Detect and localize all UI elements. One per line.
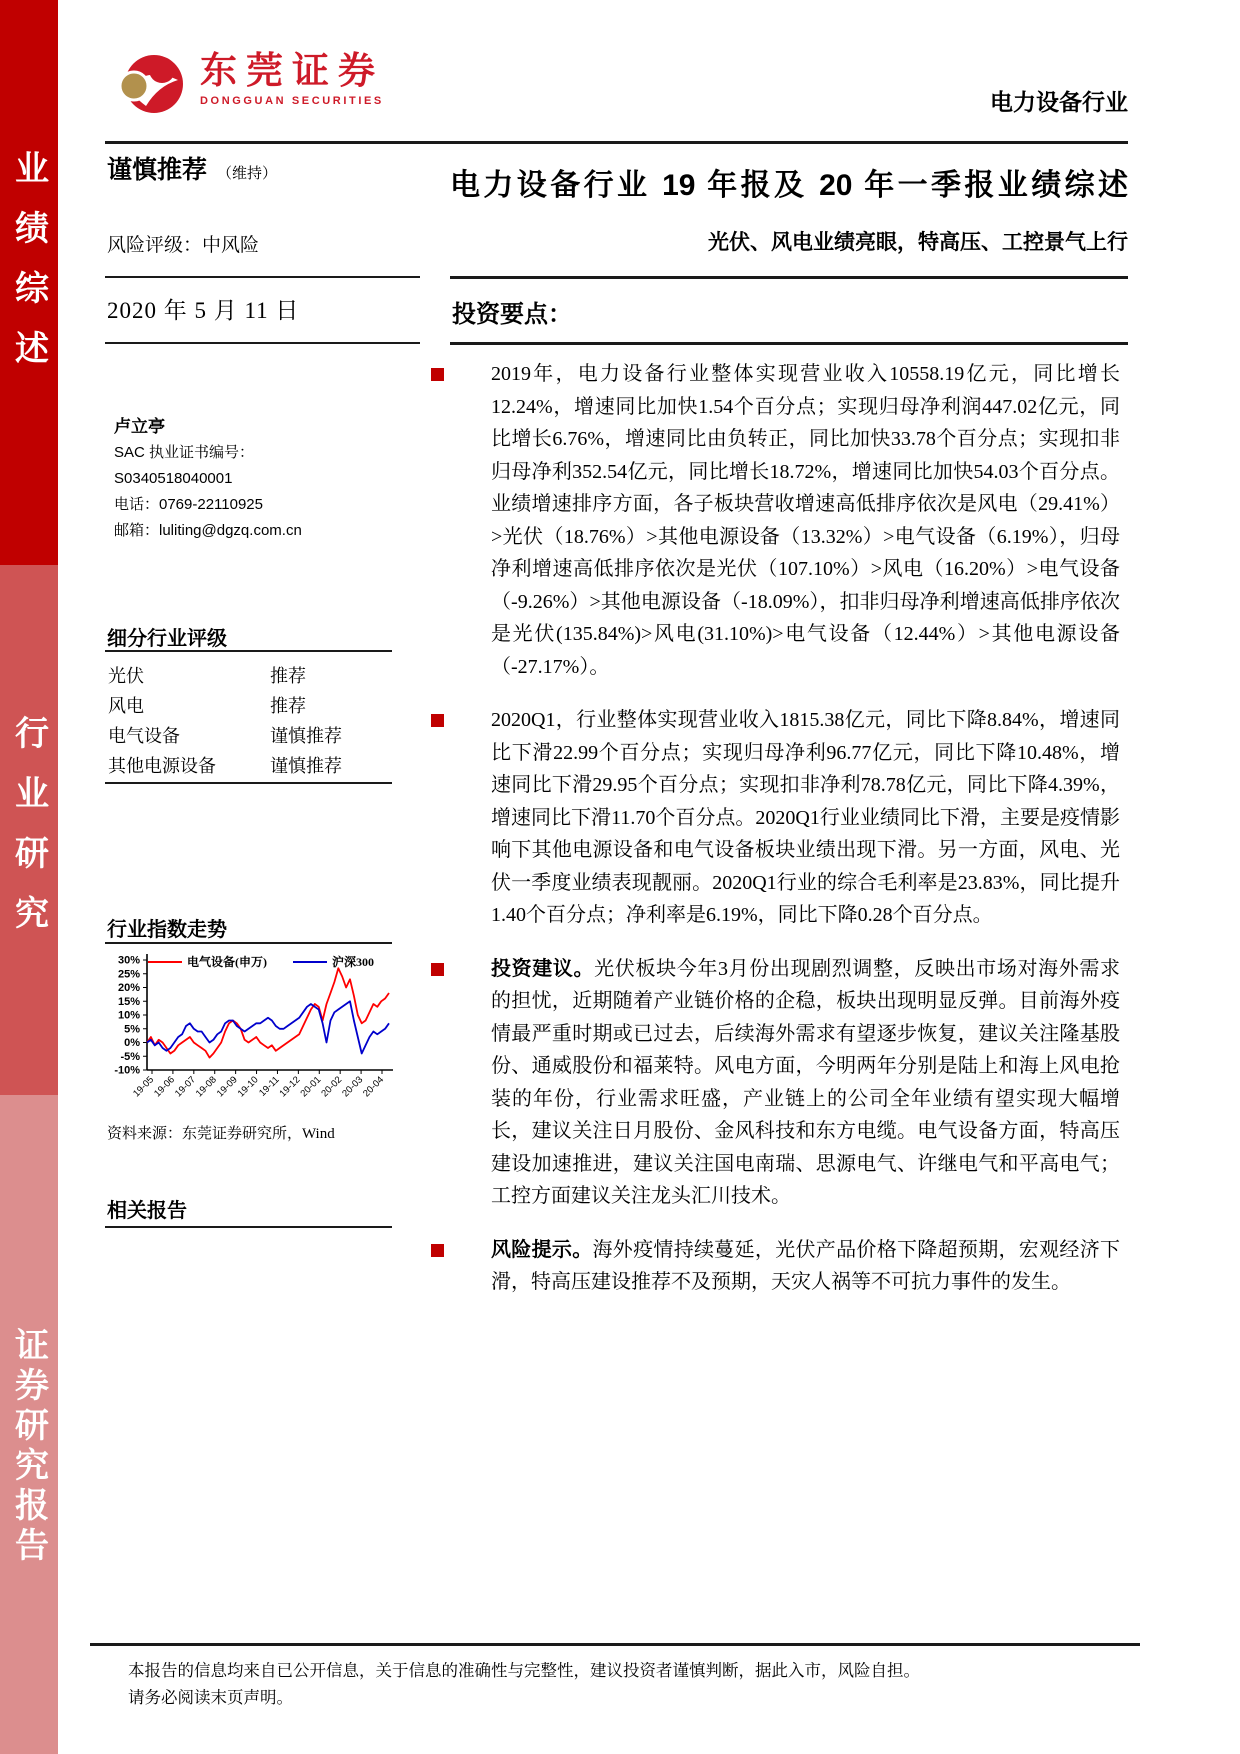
svg-text:0%: 0%: [124, 1037, 140, 1049]
dongguan-securities-logo-icon: [116, 52, 184, 116]
investment-rating: [107, 150, 277, 186]
investment-points: [429, 358, 1128, 1320]
subsector-name: 其他电源设备: [108, 756, 216, 776]
legend-label: 电气设备(申万): [187, 955, 267, 969]
bullet-square-icon: [431, 963, 444, 976]
bullet-square-icon: [431, 368, 444, 381]
subsector-name: 风电: [108, 696, 144, 716]
disclaimer-line2: 请务必阅读末页声明。: [128, 1689, 293, 1707]
subrating-rule: [105, 650, 392, 652]
svg-text:19-12: 19-12: [277, 1074, 303, 1100]
bullet-paragraph: [429, 1234, 1128, 1299]
chart-source: 资料来源：东莞证券研究所，Wind: [107, 1126, 335, 1142]
related-reports-title: 相关报告: [107, 1200, 187, 1222]
svg-text:-5%: -5%: [120, 1050, 140, 1063]
subsector-rating: 谨慎推荐: [270, 756, 342, 776]
svg-text:20%: 20%: [117, 982, 140, 994]
report-subtitle: 光伏、风电业绩亮眼，特高压、工控景气上行: [708, 231, 1128, 254]
bullet-paragraph: [429, 704, 1128, 932]
svg-text:19-10: 19-10: [235, 1074, 261, 1100]
bullet-text: 2020Q1，行业整体实现营业收入1815.38亿元，同比下降8.84%，增速同比下滑22.99个百分点；实现归母净利96.77亿元，同比下降10.48%，增速同比下滑29.95个百分点；实现扣非净利78.78亿元，同比下降4.39%，增速同比下滑11.70个百分点。2020Q1行业业绩同比下滑，主要是疫情影响下其他电源设备和电气设备板块业绩出现下滑。另一方面，风电、光伏一季度业绩表现靓丽。2020Q1行业的综合毛利率是23.83%，同比提升1.40个百分点；净利率是6.19%，同比下降0.28个百分点。: [491, 709, 1120, 926]
subrating-title: 细分行业评级: [107, 628, 227, 650]
disclaimer-line1: 本报告的信息均来自已公开信息，关于信息的准确性与完整性，建议投资者谨慎判断，据此入市，风险自担。: [128, 1662, 920, 1680]
brand-text: [200, 52, 384, 107]
svg-text:10%: 10%: [117, 1009, 140, 1022]
analyst-block: [114, 414, 302, 544]
brand-logo: [116, 52, 384, 116]
svg-text:19-09: 19-09: [214, 1074, 240, 1100]
sidebar-label: 证券研究报告: [9, 1327, 48, 1567]
bullet-text: 投资建议。光伏板块今年3月份出现剧烈调整，反映出市场对海外需求的担忧，近期随着产业链价格的企稳，板块出现明显反弹。目前海外疫情最严重时期或已过去，后续海外需求有望逐步恢复，建议关注隆基股份、通威股份和福莱特。风电方面，今明两年分别是陆上和海上风电抢装的年份，行业需求旺盛，产业链上的公司全年业绩有望实现大幅增长，建议关注日月股份、金风科技和东方电缆。电气设备方面，特高压建设加速推进，建议关注国电南瑞、思源电气、许继电气和平高电气；工控方面建议关注龙头汇川技术。: [491, 957, 1121, 1207]
bullet-text: 风险提示。海外疫情持续蔓延，光伏产品价格下降超预期，宏观经济下滑，特高压建设推荐不及预期，天灾人祸等不可抗力事件的发生。: [491, 1238, 1120, 1293]
bullet-lead: 风险提示。: [491, 1238, 593, 1261]
rating-note: （维持）: [217, 165, 278, 182]
title-rule: [450, 276, 1128, 279]
bullet-paragraph: [429, 358, 1128, 683]
table-row: [108, 690, 390, 720]
svg-text:30%: 30%: [117, 954, 140, 967]
bullet-square-icon: [431, 1244, 444, 1257]
left-rule-1: [105, 276, 420, 278]
svg-text:-10%: -10%: [114, 1064, 140, 1077]
subrating-bottom-rule: [105, 782, 392, 784]
section-rule: [450, 342, 1128, 345]
bullet-lead: 投资建议。: [491, 957, 595, 980]
disclaimer: [128, 1658, 1140, 1712]
sidebar-label: 行业研究: [9, 715, 48, 955]
bullet-square-icon: [431, 714, 444, 727]
analyst-name: 卢立亭: [114, 417, 165, 436]
subsector-rating: 推荐: [270, 696, 306, 716]
table-row: [108, 750, 390, 780]
svg-text:20-02: 20-02: [319, 1074, 345, 1100]
svg-text:15%: 15%: [117, 995, 140, 1008]
subrating-table: [108, 660, 390, 780]
header-rule: [105, 141, 1128, 144]
industry-tag: 电力设备行业: [990, 89, 1128, 115]
brand-name-cn: 东莞证券: [200, 51, 384, 92]
footer-rule: [90, 1643, 1140, 1646]
svg-text:19-07: 19-07: [172, 1074, 198, 1100]
rating-value: 谨慎推荐: [107, 156, 208, 184]
chart-title-rule: [105, 942, 392, 944]
svg-text:19-06: 19-06: [152, 1074, 178, 1100]
chart-title: 行业指数走势: [107, 919, 227, 941]
subsector-rating: 谨慎推荐: [270, 726, 342, 746]
svg-text:19-08: 19-08: [193, 1074, 219, 1100]
legend-label: 沪深300: [332, 955, 375, 969]
sidebar-label: 业绩综述: [9, 150, 48, 390]
left-rule-2: [105, 342, 420, 344]
analyst-cert-no: S0340518040001: [114, 470, 233, 487]
analyst-email: 邮箱：luliting@dgzq.com.cn: [114, 522, 302, 539]
risk-rating: 风险评级：中风险: [107, 235, 260, 256]
sidebar-segment-research-type: [0, 565, 58, 1095]
subsector-rating: 推荐: [270, 666, 306, 686]
sidebar-segment-report-type: [0, 0, 58, 565]
brand-name-en: DONGGUAN SECURITIES: [200, 95, 384, 107]
svg-text:19-11: 19-11: [257, 1074, 282, 1099]
svg-text:5%: 5%: [124, 1023, 140, 1036]
index-trend-chart: [105, 948, 395, 1120]
report-date: 2020 年 5 月 11 日: [107, 298, 300, 323]
bullet-text: 2019年，电力设备行业整体实现营业收入10558.19亿元，同比增长12.24%，增速同比加快1.54个百分点；实现归母净利润447.02亿元，同比增长6.76%，增速同比由负转正，同比加快33.78个百分点；实现扣非归母净利352.54亿元，同比增长18.72%，增速同比加快54.03个百分点。业绩增速排序方面，各子板块营收增速高低排序依次是风电（29.41%）>光伏（18.76%）>其他电源设备（13.32%）>电气设备（6.19%），归母净利增速高低排序依次是光伏（107.10%）>风电（16.20%）>电气设备（-9.26%）>其他电源设备（-18.09%），扣非归母净利增速高低排序依次是光伏(135.84%)>风电(31.10%)>电气设备（12.44%）>其他电源设备（-27.17%）。: [491, 363, 1120, 678]
table-row: [108, 720, 390, 750]
subsector-name: 光伏: [108, 666, 144, 686]
table-row: [108, 660, 390, 690]
svg-text:20-01: 20-01: [298, 1074, 324, 1100]
report-title: 电力设备行业 19 年报及 20 年一季报业绩综述: [450, 169, 1128, 202]
svg-text:19-05: 19-05: [131, 1074, 157, 1100]
analyst-phone: 电话：0769-22110925: [114, 496, 263, 513]
sidebar-segment-doc-type: [0, 1095, 58, 1754]
section-heading: 投资要点：: [452, 301, 572, 328]
svg-text:20-04: 20-04: [361, 1074, 387, 1100]
subsector-name: 电气设备: [108, 726, 180, 746]
analyst-cert-label: SAC 执业证书编号：: [114, 444, 255, 461]
related-rule: [105, 1226, 392, 1228]
bullet-paragraph: [429, 953, 1128, 1213]
svg-text:25%: 25%: [117, 968, 140, 981]
svg-text:20-03: 20-03: [340, 1074, 366, 1100]
